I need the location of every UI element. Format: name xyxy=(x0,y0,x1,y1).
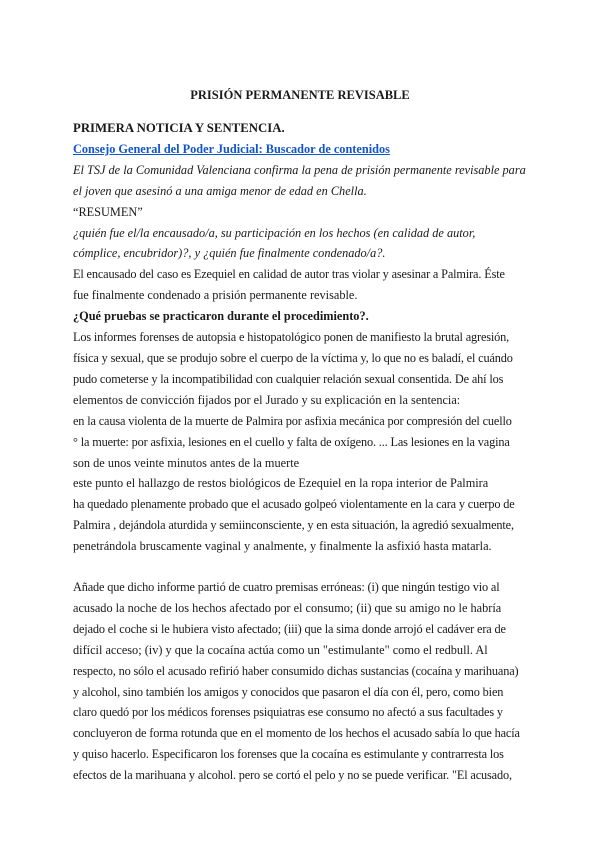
paragraph-line: Palmira , dejándola aturdida y semiinconsciente, y en esta situación, la agredió sexualmente, xyxy=(73,518,514,533)
paragraph-line: El encausado del caso es Ezequiel en calidad de autor tras violar y asesinar a Palmira. Éste xyxy=(73,267,505,282)
paragraph-line: difícil acceso; (iv) y que la cocaína actúa como un "estimulante" como el redbull. Al xyxy=(73,642,488,657)
document-title: PRISIÓN PERMANENTE REVISABLE xyxy=(190,88,410,102)
paragraph-line: y quiso hacerlo. Especificaron los forenses que la cocaína es estimulante y contrarresta los xyxy=(73,747,504,762)
paragraph-line: en la causa violenta de la muerte de Palmira por asfixia mecánica por compresión del cuello xyxy=(73,413,512,428)
source-link[interactable]: Consejo General del Poder Judicial: Buscador de contenidos xyxy=(73,141,390,156)
paragraph-line: dejado el coche si le hubiera visto afectado; (iii) que la sima donde arrojó el cadáver era de xyxy=(73,621,506,636)
paragraph-line: claro quedó por los médicos forenses psiquiatras ese consumo no afectó a sus facultades y xyxy=(73,705,503,720)
paragraph-line: física y sexual, que se produjo sobre el cuerpo de la víctima y, lo que no es baladí, el cuándo xyxy=(73,350,513,365)
paragraph-gap xyxy=(73,557,531,577)
paragraph-line: elementos de convicción fijados por el Jurado y su explicación en la sentencia: xyxy=(73,392,461,407)
paragraph-line: y alcohol, sino también los amigos y conocidos que pasaron el día con él, pero, como bien xyxy=(73,684,504,699)
paragraph-line: Añade que dicho informe partió de cuatro premisas erróneas: (i) que ningún testigo vio al xyxy=(73,580,500,595)
paragraph-line: acusado la noche de los hechos afectado por el consumo; (ii) que su amigo no le habría xyxy=(73,600,502,615)
document-body xyxy=(73,118,531,786)
paragraph-line: Los informes forenses de autopsia e histopatológico ponen de manifiesto la brutal agresión, xyxy=(73,330,510,345)
paragraph-line: ha quedado plenamente probado que el acusado golpeó violentamente en la cara y cuerpo de xyxy=(73,497,515,512)
paragraph-line: concluyeron de forma rotunda que en el momento de los hechos el acusado sabía lo que hacía xyxy=(73,726,520,741)
paragraph-line: efectos de la marihuana y alcohol. pero se cortó el pelo y no se puede verificar. "El acusado, xyxy=(73,768,512,783)
section-heading: PRIMERA NOTICIA Y SENTENCIA. xyxy=(73,121,285,135)
news-summary-line: El TSJ de la Comunidad Valenciana confirma la pena de prisión permanente revisable para xyxy=(73,162,526,177)
question-line: ¿quién fue el/la encausado/a, su participación en los hechos (en calidad de autor, xyxy=(73,225,476,240)
paragraph-line: penetrándola bruscamente vaginal y analmente, y finalmente la asfixió hasta matarla. xyxy=(73,539,492,554)
question-line: cómplice, encubridor)?, y ¿quién fue finalmente condenado/a?. xyxy=(73,246,386,261)
question-heading: ¿Qué pruebas se practicaron durante el procedimiento?. xyxy=(73,309,369,324)
resumen-label: “RESUMEN” xyxy=(73,204,143,219)
paragraph-line: ° la muerte: por asfixia, lesiones en el cuello y falta de oxígeno. ... Las lesiones en la vagina xyxy=(73,434,510,449)
paragraph-line: este punto el hallazgo de restos biológicos de Ezequiel en la ropa interior de Palmira xyxy=(73,476,489,491)
paragraph-line: respecto, no sólo el acusado refirió haber consumido dichas sustancias (cocaína y marihuana) xyxy=(73,663,519,678)
paragraph-line: son de unos veinte minutos antes de la muerte xyxy=(73,455,300,470)
news-summary-line: el joven que asesinó a una amiga menor de edad en Chella. xyxy=(73,183,367,198)
paragraph-line: pudo cometerse y la incompatibilidad con cualquier relación sexual consentida. De ahí los xyxy=(73,371,504,386)
paragraph-line: fue finalmente condenado a prisión permanente revisable. xyxy=(73,288,358,303)
